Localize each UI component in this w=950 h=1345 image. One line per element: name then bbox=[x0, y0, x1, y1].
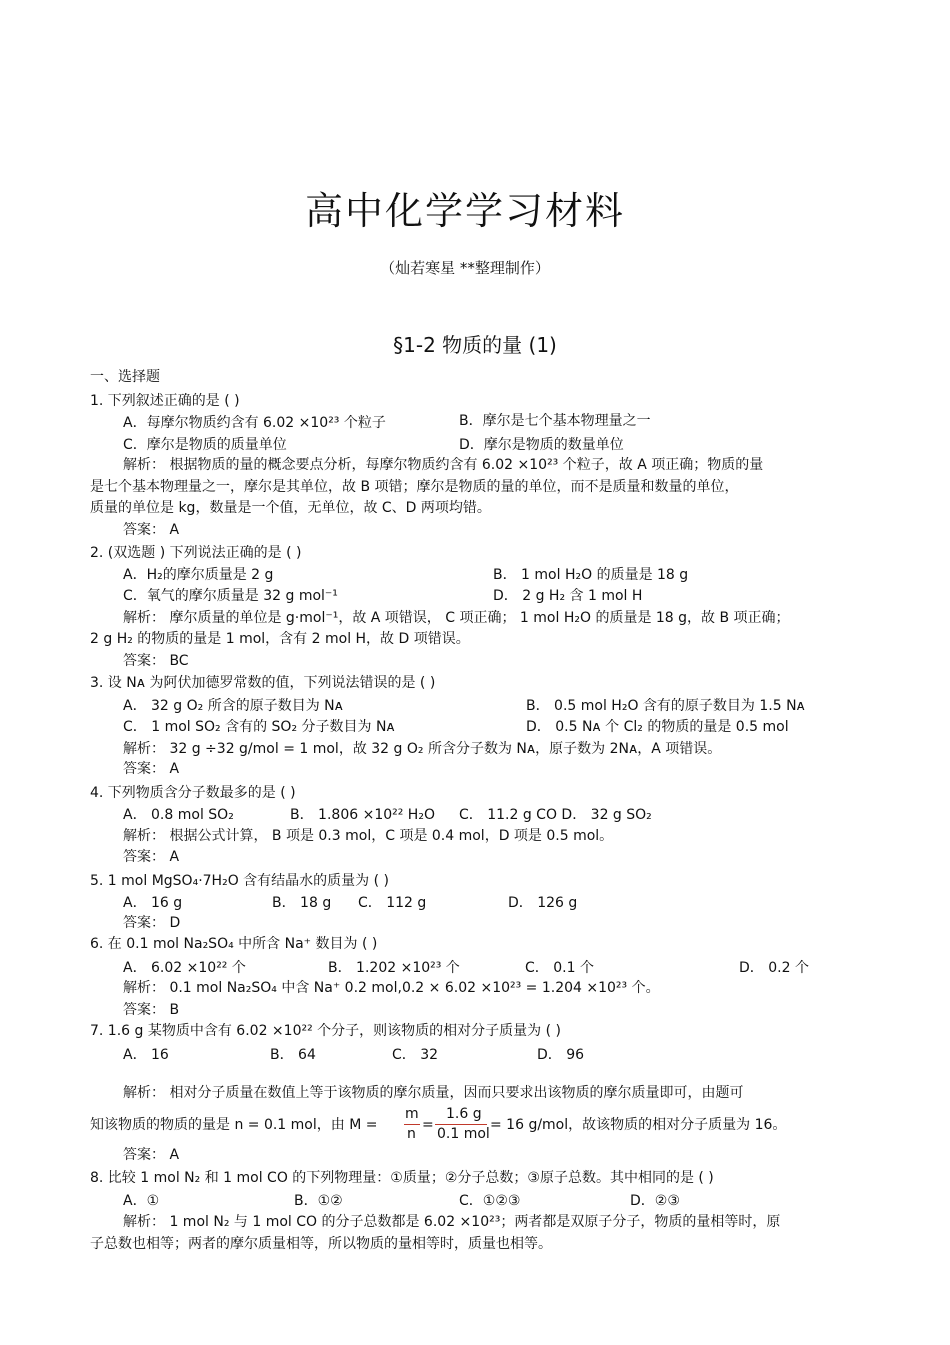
option-5a: A． 16 g bbox=[123, 895, 183, 911]
explanation-7-line1: 解析： 相对分子质量在数值上等于该物质的摩尔质量，因而只要求出该物质的摩尔质量即可，由题可 bbox=[123, 1085, 744, 1101]
option-2a: A．H₂的摩尔质量是 2 g bbox=[123, 567, 274, 583]
document-subtitle: （灿若寒星 **整理制作） bbox=[380, 259, 550, 277]
option-7a: A． 16 bbox=[123, 1047, 169, 1063]
question-6: 6. 在 0.1 mol Na₂SO₄ 中所含 Na⁺ 数目为 ( ) bbox=[90, 936, 378, 952]
option-2b: B． 1 mol H₂O 的质量是 18 g bbox=[493, 567, 689, 583]
fraction-m-denominator: n bbox=[407, 1126, 416, 1142]
explanation-8-line2: 子总数也相等；两者的摩尔质量相等，所以物质的量相等时，质量也相等。 bbox=[90, 1236, 552, 1252]
option-5b: B． 18 g bbox=[272, 895, 332, 911]
option-7d: D． 96 bbox=[537, 1047, 585, 1063]
option-7c: C． 32 bbox=[392, 1047, 439, 1063]
option-6d: D． 0.2 个 bbox=[739, 960, 809, 976]
fraction-mass-line bbox=[435, 1124, 487, 1125]
option-1c: C．摩尔是物质的质量单位 bbox=[123, 437, 287, 453]
option-1d: D．摩尔是物质的数量单位 bbox=[459, 437, 624, 453]
answer-1: 答案： A bbox=[123, 522, 180, 538]
part-label: 一、选择题 bbox=[90, 369, 160, 385]
option-8b: B．①② bbox=[294, 1193, 343, 1209]
question-4: 4. 下列物质含分子数最多的是 ( ) bbox=[90, 785, 296, 801]
answer-4: 答案： A bbox=[123, 849, 180, 865]
fraction-mass-numerator: 1.6 g bbox=[446, 1106, 482, 1122]
option-8d: D．②③ bbox=[630, 1193, 680, 1209]
option-5c: C． 112 g bbox=[358, 895, 427, 911]
option-3a: A． 32 g O₂ 所含的原子数目为 Nᴀ bbox=[123, 698, 343, 714]
option-5d: D． 126 g bbox=[508, 895, 578, 911]
answer-6: 答案： B bbox=[123, 1002, 180, 1018]
question-5: 5. 1 mol MgSO₄·7H₂O 含有结晶水的质量为 ( ) bbox=[90, 873, 389, 889]
option-2c: C．氧气的摩尔质量是 32 g mol⁻¹ bbox=[123, 588, 338, 604]
explanation-3-line1: 解析： 32 g ÷32 g/mol = 1 mol，故 32 g O₂ 所含分子数为 Nᴀ，原子数为 2Nᴀ，A 项错误。 bbox=[123, 741, 722, 757]
answer-5: 答案： D bbox=[123, 915, 181, 931]
fraction-m-line bbox=[404, 1124, 420, 1125]
explanation-8-line1: 解析： 1 mol N₂ 与 1 mol CO 的分子总数都是 6.02 ×10²³；两者都是双原子分子，物质的量相等时，原 bbox=[123, 1214, 781, 1230]
explanation-1-line2: 是七个基本物理量之一，摩尔是其单位，故 B 项错；摩尔是物质的量的单位，而不是质量和数量的单位， bbox=[90, 479, 739, 495]
explanation-7-equals: = bbox=[422, 1117, 434, 1133]
option-3d: D． 0.5 Nᴀ 个 Cl₂ 的物质的量是 0.5 mol bbox=[526, 719, 789, 735]
explanation-7-line2-start: 知该物质的物质的量是 n = 0.1 mol，由 M = bbox=[90, 1117, 378, 1133]
option-1b: B．摩尔是七个基本物理量之一 bbox=[459, 413, 651, 429]
answer-2: 答案： BC bbox=[123, 653, 189, 669]
question-8: 8. 比较 1 mol N₂ 和 1 mol CO 的下列物理量：①质量；②分子总数；③原子总数。其中相同的是 ( ) bbox=[90, 1170, 714, 1186]
answer-7: 答案： A bbox=[123, 1147, 180, 1163]
fraction-mass-denominator: 0.1 mol bbox=[437, 1126, 490, 1142]
option-3b: B． 0.5 mol H₂O 含有的原子数目为 1.5 Nᴀ bbox=[526, 698, 805, 714]
option-7b: B． 64 bbox=[270, 1047, 316, 1063]
option-8c: C．①②③ bbox=[459, 1193, 521, 1209]
option-4b: B． 1.806 ×10²² H₂O bbox=[290, 807, 435, 823]
explanation-1-line3: 质量的单位是 kg，数量是一个值，无单位，故 C、D 两项均错。 bbox=[90, 500, 491, 516]
option-1a: A．每摩尔物质约含有 6.02 ×10²³ 个粒子 bbox=[123, 415, 386, 431]
answer-3: 答案： A bbox=[123, 761, 180, 777]
question-2: 2. (双选题 ) 下列说法正确的是 ( ) bbox=[90, 545, 302, 561]
option-4cd: C． 11.2 g CO D． 32 g SO₂ bbox=[459, 807, 652, 823]
option-6a: A． 6.02 ×10²² 个 bbox=[123, 960, 246, 976]
section-title: §1-2 物质的量 (1) bbox=[393, 333, 557, 357]
document-title: 高中化学学习材料 bbox=[304, 189, 625, 233]
question-3: 3. 设 Nᴀ 为阿伏加德罗常数的值，下列说法错误的是 ( ) bbox=[90, 675, 436, 691]
explanation-7-line2-end: = 16 g/mol，故该物质的相对分子质量为 16。 bbox=[490, 1117, 787, 1133]
option-6c: C． 0.1 个 bbox=[525, 960, 594, 976]
fraction-m-numerator: m bbox=[405, 1106, 419, 1122]
option-8a: A．① bbox=[123, 1193, 160, 1209]
explanation-2-line1: 解析： 摩尔质量的单位是 g·mol⁻¹，故 A 项错误， C 项正确； 1 mol H₂O 的质量是 18 g，故 B 项正确； bbox=[123, 610, 790, 626]
explanation-4-line1: 解析： 根据公式计算， B 项是 0.3 mol，C 项是 0.4 mol，D 项是 0.5 mol。 bbox=[123, 828, 614, 844]
explanation-1-line1: 解析： 根据物质的量的概念要点分析，每摩尔物质约含有 6.02 ×10²³ 个粒子，故 A 项正确；物质的量 bbox=[123, 457, 764, 473]
question-1: 1. 下列叙述正确的是 ( ) bbox=[90, 393, 240, 409]
explanation-2-line2: 2 g H₂ 的物质的量是 1 mol，含有 2 mol H，故 D 项错误。 bbox=[90, 631, 470, 647]
option-2d: D． 2 g H₂ 含 1 mol H bbox=[493, 588, 643, 604]
explanation-6-line1: 解析： 0.1 mol Na₂SO₄ 中含 Na⁺ 0.2 mol,0.2 × 6.02 ×10²³ = 1.204 ×10²³ 个。 bbox=[123, 980, 660, 996]
option-4a: A． 0.8 mol SO₂ bbox=[123, 807, 234, 823]
question-7: 7. 1.6 g 某物质中含有 6.02 ×10²² 个分子，则该物质的相对分子质量为 ( ) bbox=[90, 1023, 561, 1039]
option-3c: C． 1 mol SO₂ 含有的 SO₂ 分子数目为 Nᴀ bbox=[123, 719, 395, 735]
option-6b: B． 1.202 ×10²³ 个 bbox=[328, 960, 460, 976]
